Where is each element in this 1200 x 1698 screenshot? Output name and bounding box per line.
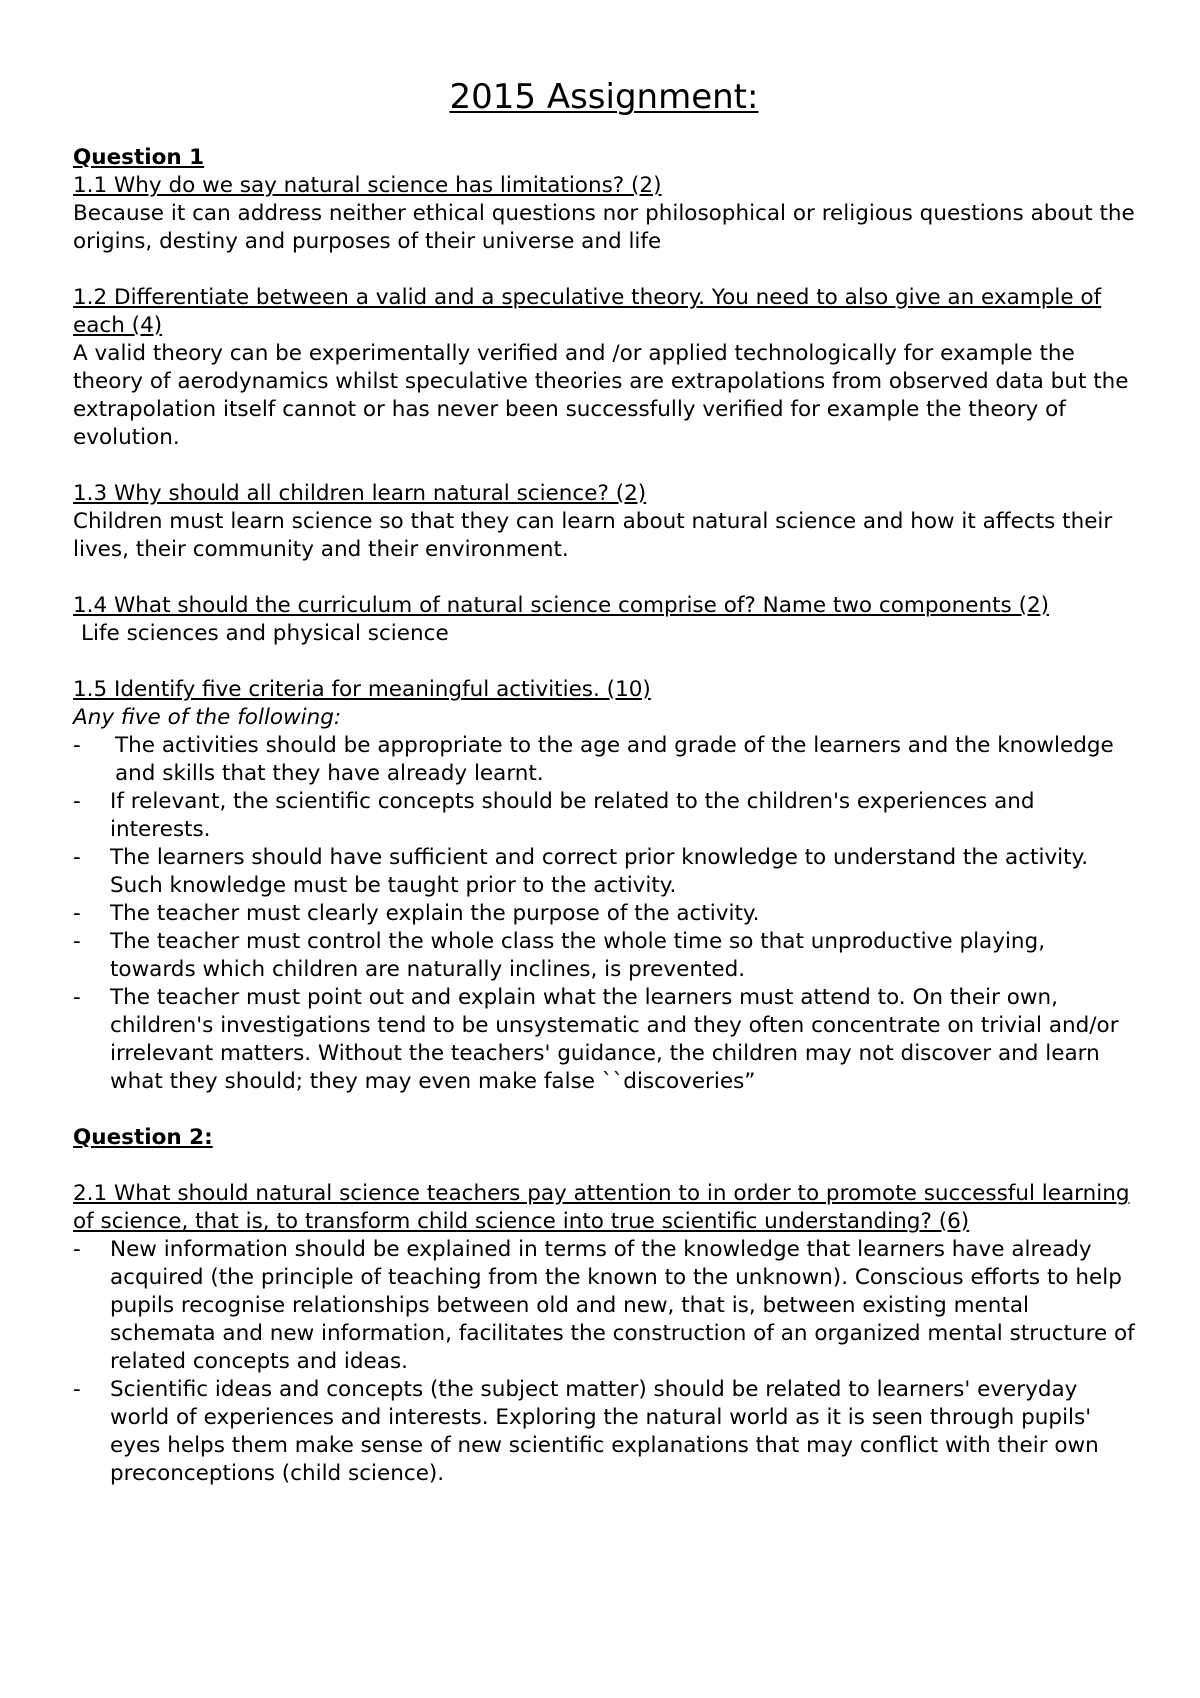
q2-1-answer-list xyxy=(73,1236,1135,1488)
bullet-dash: - xyxy=(73,733,81,758)
q1-1-answer: Because it can address neither ethical questions nor philosophical or religious questions about the origins, destiny and purposes of their universe and life xyxy=(73,201,1135,254)
q1-2-answer: A valid theory can be experimentally verified and /or applied technologically for example the theory of aerodynamics whilst speculative theories are extrapolations from observed data but the extrapolation itself cannot or has never been successfully verified for example the theory of evolution. xyxy=(73,341,1129,450)
list-item xyxy=(73,1236,1135,1376)
bullet-dash: - xyxy=(73,901,81,926)
spacer xyxy=(73,1096,1135,1124)
spacer xyxy=(73,256,1135,284)
spacer xyxy=(73,452,1135,480)
bullet-dash: - xyxy=(73,1237,81,1262)
list-item-text: The teacher must control the whole class the whole time so that unproductive playing, towards which children are naturally inclines, is prevented. xyxy=(110,929,1046,982)
bullet-dash: - xyxy=(73,845,81,870)
list-item-text: The activities should be appropriate to the age and grade of the learners and the knowledge and skills that they have already learnt. xyxy=(115,733,1114,786)
document-title: 2015 Assignment: xyxy=(449,77,759,117)
spacer xyxy=(73,648,1135,676)
list-item-text: The teacher must clearly explain the purpose of the activity. xyxy=(110,901,760,926)
q1-4-prompt: 1.4 What should the curriculum of natural science comprise of? Name two components (2) xyxy=(73,593,1050,618)
list-item-text: Scientific ideas and concepts (the subject matter) should be related to learners' everyday world of experiences and interests. Exploring the natural world as it is seen through pupils' eyes helps them make sense of new scientific explanations that may conflict with their own preconceptions (child science). xyxy=(110,1377,1099,1486)
list-item-text: The learners should have sufficient and correct prior knowledge to understand the activity. Such knowledge must be taught prior to the activity. xyxy=(110,845,1089,898)
q1-4-answer: Life sciences and physical science xyxy=(81,621,449,646)
list-item-text: If relevant, the scientific concepts should be related to the children's experiences and interests. xyxy=(110,789,1035,842)
spacer xyxy=(73,1152,1135,1180)
list-item xyxy=(73,900,1135,928)
list-item xyxy=(73,788,1135,844)
q1-5-prompt: 1.5 Identify five criteria for meaningful activities. (10) xyxy=(73,677,651,702)
list-item xyxy=(73,844,1135,900)
list-item xyxy=(73,984,1135,1096)
list-item xyxy=(73,732,1135,788)
question-1-heading: Question 1 xyxy=(73,145,205,170)
q1-5-criteria-list xyxy=(73,732,1135,1096)
list-item xyxy=(73,1376,1135,1488)
list-item-text: The teacher must point out and explain what the learners must attend to. On their own, children's investigations tend to be unsystematic and they often concentrate on trivial and/or irrelevant matters. Without the teachers' guidance, the children may not discover and learn what they should; they may even make false ``discoveries” xyxy=(110,985,1119,1094)
q1-3-answer: Children must learn science so that they can learn about natural science and how it affects their lives, their community and their environment. xyxy=(73,509,1113,562)
q1-1-prompt: 1.1 Why do we say natural science has limitations? (2) xyxy=(73,173,662,198)
list-item-text: New information should be explained in terms of the knowledge that learners have already acquired (the principle of teaching from the known to the unknown). Conscious efforts to help pupils recognise relationships between old and new, that is, between existing mental schemata and new information, facilitates the construction of an organized mental structure of related concepts and ideas. xyxy=(110,1237,1135,1374)
list-item xyxy=(73,928,1135,984)
q1-3-prompt: 1.3 Why should all children learn natural science? (2) xyxy=(73,481,647,506)
bullet-dash: - xyxy=(73,1377,81,1402)
q1-5-intro: Any five of the following: xyxy=(73,705,342,730)
q2-1-prompt: 2.1 What should natural science teachers pay attention to in order to promote successful learning of science, that is, to transform child science into true scientific understanding? (6) xyxy=(73,1181,1130,1234)
question-2-heading: Question 2: xyxy=(73,1125,213,1150)
bullet-dash: - xyxy=(73,985,81,1010)
bullet-dash: - xyxy=(73,789,81,814)
q1-2-prompt: 1.2 Differentiate between a valid and a speculative theory. You need to also give an example of each (4) xyxy=(73,285,1102,338)
document-body xyxy=(73,144,1135,1488)
spacer xyxy=(73,564,1135,592)
bullet-dash: - xyxy=(73,929,81,954)
